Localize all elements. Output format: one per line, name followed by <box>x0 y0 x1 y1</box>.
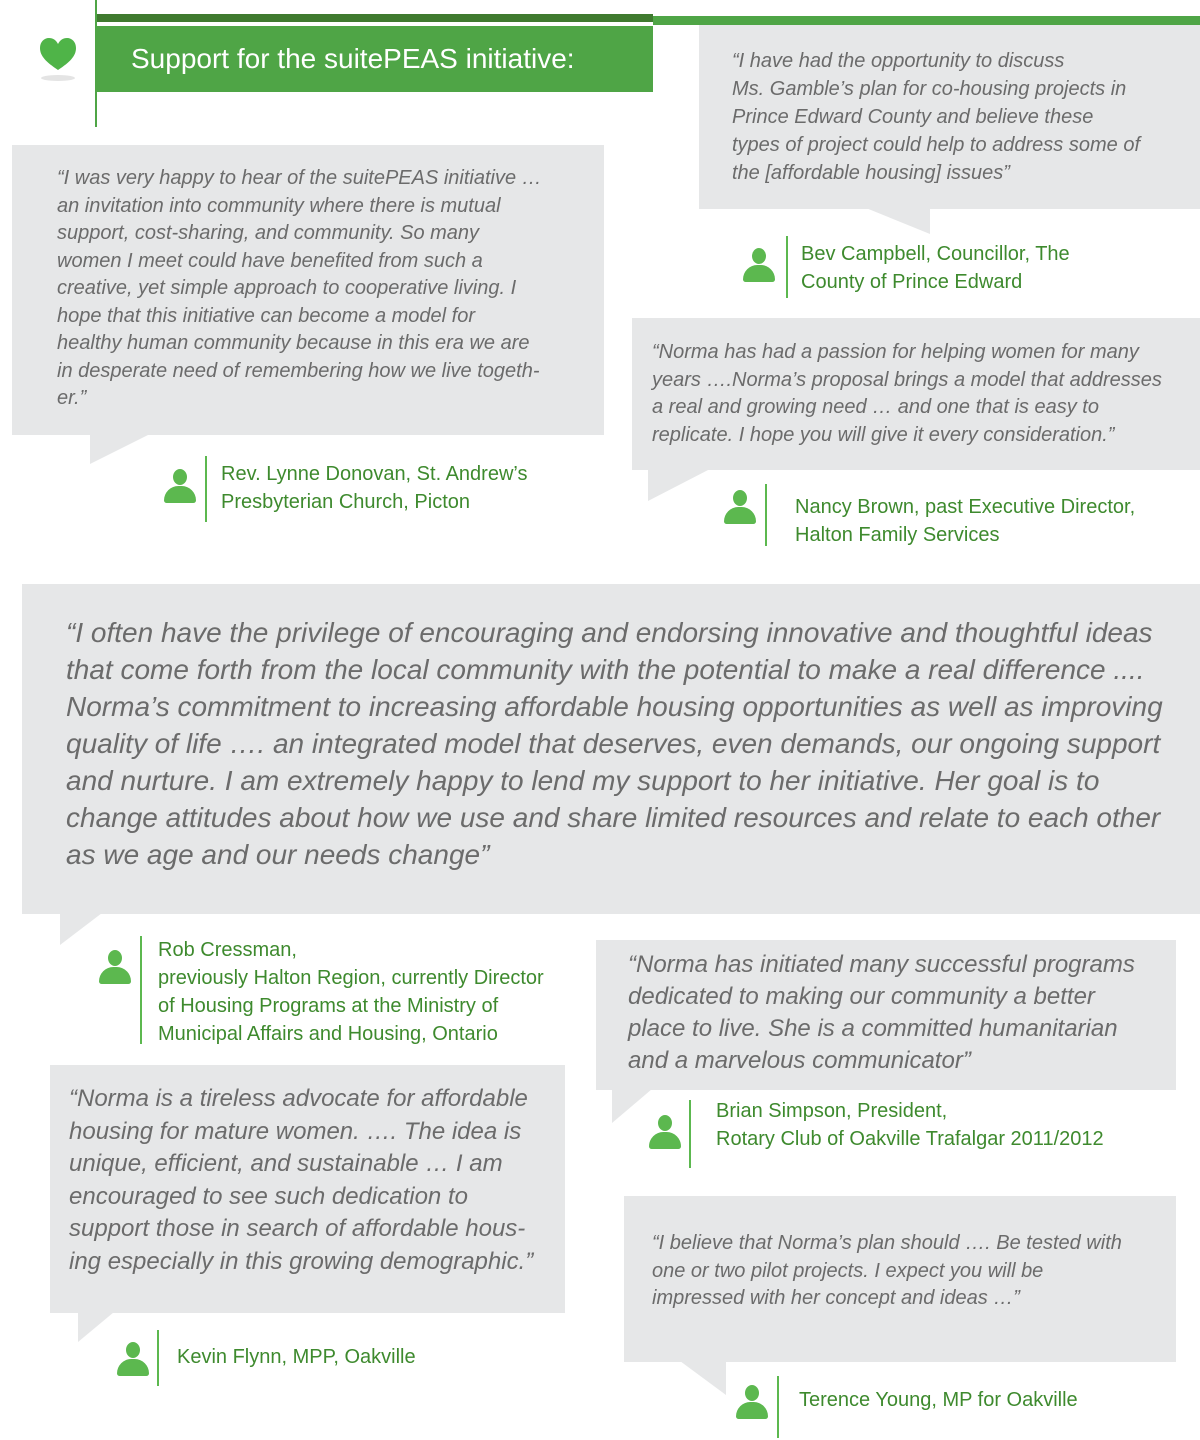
bubble-tail <box>680 1361 726 1395</box>
testimonial-quote: “I believe that Norma’s plan should …. Be tested with one or two pilot projects. I expect you will be impressed with her concept and ideas …” <box>652 1232 1122 1309</box>
bubble-tail <box>612 1089 652 1123</box>
testimonial-attribution: Bev Campbell, Councillor, The County of Prince Edward <box>801 243 1070 293</box>
bubble-tail <box>60 913 102 945</box>
testimonial-attribution: Nancy Brown, past Executive Director, Halton Family Services <box>795 496 1136 546</box>
testimonial-quote: “I often have the privilege of encouraging and endorsing innovative and thoughtful ideas that come forth from the local community with the potential to make a real difference .... Norma’s commitment to increasing affordable housing opportunities as well as improving quality of life …. an integrated model that deserves, even demands, our ongoing support and nurture. I am extremely happy to lend my support to her initiative. Her goal is to change attitudes about how we use and share limited resources and relate to each other as we age and our needs change” <box>66 617 1163 870</box>
testimonial-quote: “Norma is a tireless advocate for affordable housing for mature women. …. The idea is unique, efficient, and sustainable … I am encouraged to see such dedication to support those in search of affordable hous- ing especially in this growing demographic.” <box>69 1085 534 1275</box>
attribution-divider <box>689 1100 691 1168</box>
person-icon <box>115 1342 151 1376</box>
testimonial-attribution: Terence Young, MP for Oakville <box>799 1389 1078 1411</box>
person-icon <box>722 490 758 524</box>
person-icon <box>741 248 777 282</box>
attribution-divider <box>777 1376 779 1438</box>
attribution-divider <box>205 456 207 522</box>
person-icon <box>97 950 133 984</box>
testimonial-attribution: Rev. Lynne Donovan, St. Andrew’s Presbyterian Church, Picton <box>221 463 528 513</box>
person-icon <box>734 1385 770 1419</box>
attribution-divider <box>765 484 767 546</box>
testimonial-attribution: Rob Cressman, previously Halton Region, currently Director of Housing Programs at the Ministry of Municipal Affairs and Housing, Ontario <box>158 939 544 1045</box>
testimonial-quote: “Norma has had a passion for helping women for many years ….Norma’s proposal brings a model that addresses a real and growing need … and one that is easy to replicate. I hope you will give it every consideration.” <box>652 341 1162 446</box>
bubble-tail <box>866 208 930 234</box>
heart-icon <box>38 36 78 84</box>
bubble-tail <box>90 434 150 464</box>
testimonial-attribution: Brian Simpson, President, Rotary Club of Oakville Trafalgar 2011/2012 <box>716 1100 1104 1150</box>
testimonial-quote: “I was very happy to hear of the suitePEAS initiative … an invitation into community where there is mutual support, cost-sharing, and community. So many women I meet could have benefited from such a creative, yet simple approach to cooperative living. I hope that this initiative can become a model for healthy human community because in this era we are in desperate need of remembering how we live togeth- er.” <box>57 167 542 409</box>
testimonial-quote: “I have had the opportunity to discuss Ms. Gamble’s plan for co-housing projects in Prince Edward County and believe these types of project could help to address some of the [affordable housing] issues” <box>732 50 1141 184</box>
testimonial-attribution: Kevin Flynn, MPP, Oakville <box>177 1346 416 1368</box>
person-icon <box>162 469 198 503</box>
bubble-tail <box>648 469 710 501</box>
header-rule <box>97 14 653 22</box>
person-icon <box>647 1115 683 1149</box>
header-rule-right <box>653 16 1200 25</box>
attribution-divider <box>140 936 142 1044</box>
attribution-divider <box>786 236 788 298</box>
page-title: Support for the suitePEAS initiative: <box>97 26 653 92</box>
bubble-tail <box>78 1312 114 1342</box>
testimonial-quote: “Norma has initiated many successful programs dedicated to making our community a better place to live. She is a committed humanitarian and a marvelous communicator” <box>628 951 1135 1074</box>
attribution-divider <box>157 1330 159 1386</box>
